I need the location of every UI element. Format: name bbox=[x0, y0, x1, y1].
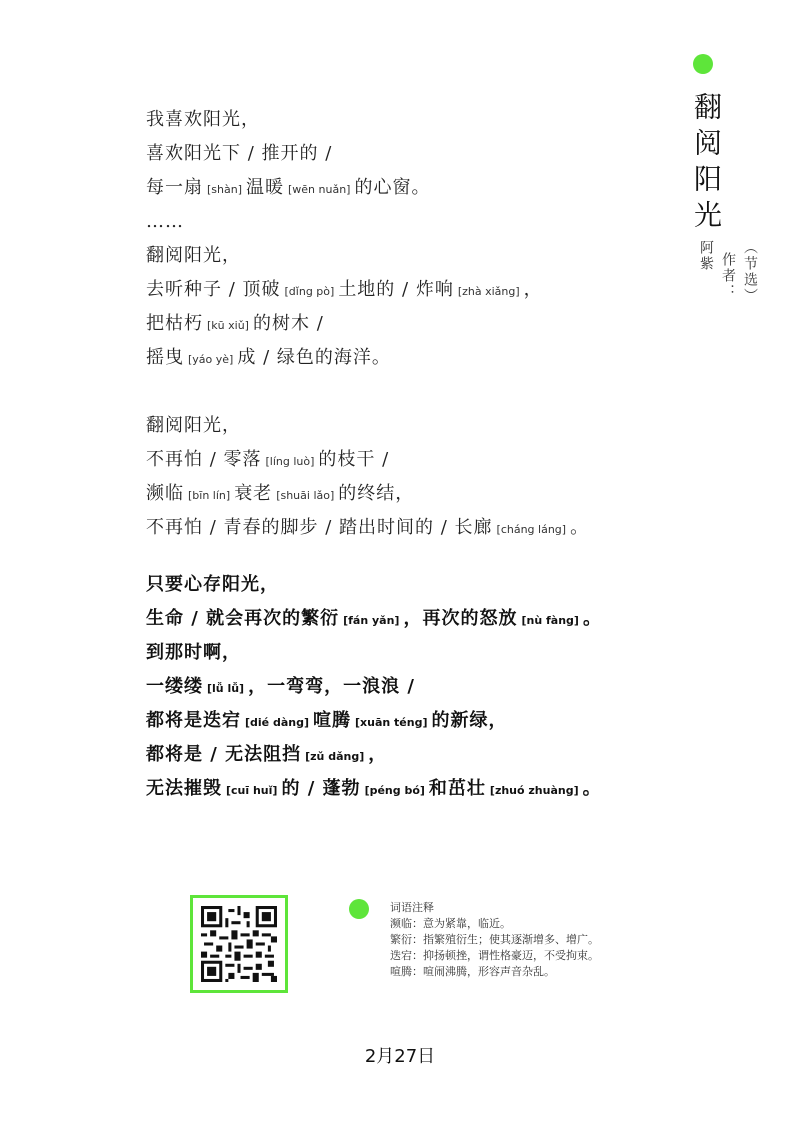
pinyin: [shàn] bbox=[207, 183, 242, 196]
page-date: 2月27日 bbox=[364, 1046, 436, 1067]
author-label: 作者： bbox=[720, 252, 736, 300]
green-dot-top bbox=[693, 54, 713, 74]
pinyin: [líng luò] bbox=[265, 455, 315, 468]
glossary bbox=[390, 900, 599, 980]
poem-line: 不再怕 / 零落 [líng luò] 的枝干 / bbox=[146, 449, 390, 470]
title-meta bbox=[695, 240, 761, 304]
pinyin: [wēn nuǎn] bbox=[288, 183, 351, 196]
glossary-item: 迭宕：抑扬顿挫，谓性格豪迈，不受拘束。 bbox=[390, 949, 599, 962]
poem-line: 生命 / 就会再次的繁衍 [fán yǎn] ，再次的怒放 [nù fàng] 。 bbox=[146, 608, 602, 629]
pinyin: [kū xiǔ] bbox=[207, 319, 249, 332]
poem-line: 到那时啊， bbox=[146, 642, 241, 663]
glossary-item: 濒临：意为紧靠，临近。 bbox=[390, 917, 511, 930]
poem-body bbox=[146, 103, 686, 545]
glossary-item: 喧腾：喧闹沸腾，形容声音杂乱。 bbox=[390, 965, 555, 978]
pinyin: [fán yǎn] bbox=[343, 614, 400, 627]
pinyin: [lǚ lǚ] bbox=[207, 682, 245, 695]
green-dot-notes bbox=[349, 899, 369, 919]
pinyin: [cháng láng] bbox=[496, 523, 567, 536]
pinyin: [bīn lín] bbox=[188, 489, 231, 502]
glossary-heading: 词语注释 bbox=[390, 901, 434, 914]
page-title: 翻阅阳光 bbox=[690, 92, 723, 236]
poem-line: 翻阅阳光， bbox=[146, 245, 241, 266]
poem-line: 不再怕 / 青春的脚步 / 踏出时间的 / 长廊 [cháng láng] 。 bbox=[146, 517, 590, 538]
poem-bold-stanza bbox=[146, 568, 706, 806]
poem-line: …… bbox=[146, 211, 184, 232]
pinyin: [nù fàng] bbox=[521, 614, 579, 627]
pinyin: [yáo yè] bbox=[188, 353, 234, 366]
pinyin: [xuān téng] bbox=[355, 716, 428, 729]
author-name: 阿紫 bbox=[698, 240, 714, 272]
poem-line: 摇曳 [yáo yè] 成 / 绿色的海洋。 bbox=[146, 347, 391, 368]
poem-line: 每一扇 [shàn] 温暖 [wēn nuǎn] 的心窗。 bbox=[146, 177, 431, 198]
poem-line: 一缕缕 [lǚ lǚ] ，一弯弯，一浪浪 / bbox=[146, 676, 415, 697]
qr-code-icon bbox=[201, 906, 277, 982]
pinyin: [zhà xiǎng] bbox=[457, 285, 520, 298]
glossary-item: 繁衍：指繁殖衍生；使其逐渐增多、增广。 bbox=[390, 933, 599, 946]
pinyin: [shuāi lǎo] bbox=[276, 489, 335, 502]
pinyin: [cuī huǐ] bbox=[226, 784, 278, 797]
poem-line: 无法摧毁 [cuī huǐ] 的 / 蓬勃 [péng bó] 和茁壮 [zhuó zhuàng] 。 bbox=[146, 778, 602, 799]
pinyin: [dǐng pò] bbox=[284, 285, 335, 298]
poem-line: 把枯朽 [kū xiǔ] 的树木 / bbox=[146, 313, 324, 334]
poem-line: 喜欢阳光下 / 推开的 / bbox=[146, 143, 333, 164]
pinyin: [zhuó zhuàng] bbox=[489, 784, 579, 797]
poem-line: 只要心存阳光， bbox=[146, 574, 279, 595]
poem-line: 我喜欢阳光， bbox=[146, 109, 260, 130]
poem-line: 都将是 / 无法阻挡 [zǔ dǎng] ， bbox=[146, 744, 388, 765]
poem-line: 都将是迭宕 [dié dàng] 喧腾 [xuān téng] 的新绿， bbox=[146, 710, 508, 731]
qr-code[interactable] bbox=[190, 895, 288, 993]
poem-line: 翻阅阳光， bbox=[146, 415, 241, 436]
pinyin: [zǔ dǎng] bbox=[305, 750, 365, 763]
subtitle: （节选） bbox=[742, 240, 758, 304]
pinyin: [dié dàng] bbox=[245, 716, 309, 729]
poem-line: 去听种子 / 顶破 [dǐng pò] 土地的 / 炸响 [zhà xiǎng] ， bbox=[146, 279, 543, 300]
poem-line: 濒临 [bīn lín] 衰老 [shuāi lǎo] 的终结， bbox=[146, 483, 415, 504]
pinyin: [péng bó] bbox=[364, 784, 425, 797]
